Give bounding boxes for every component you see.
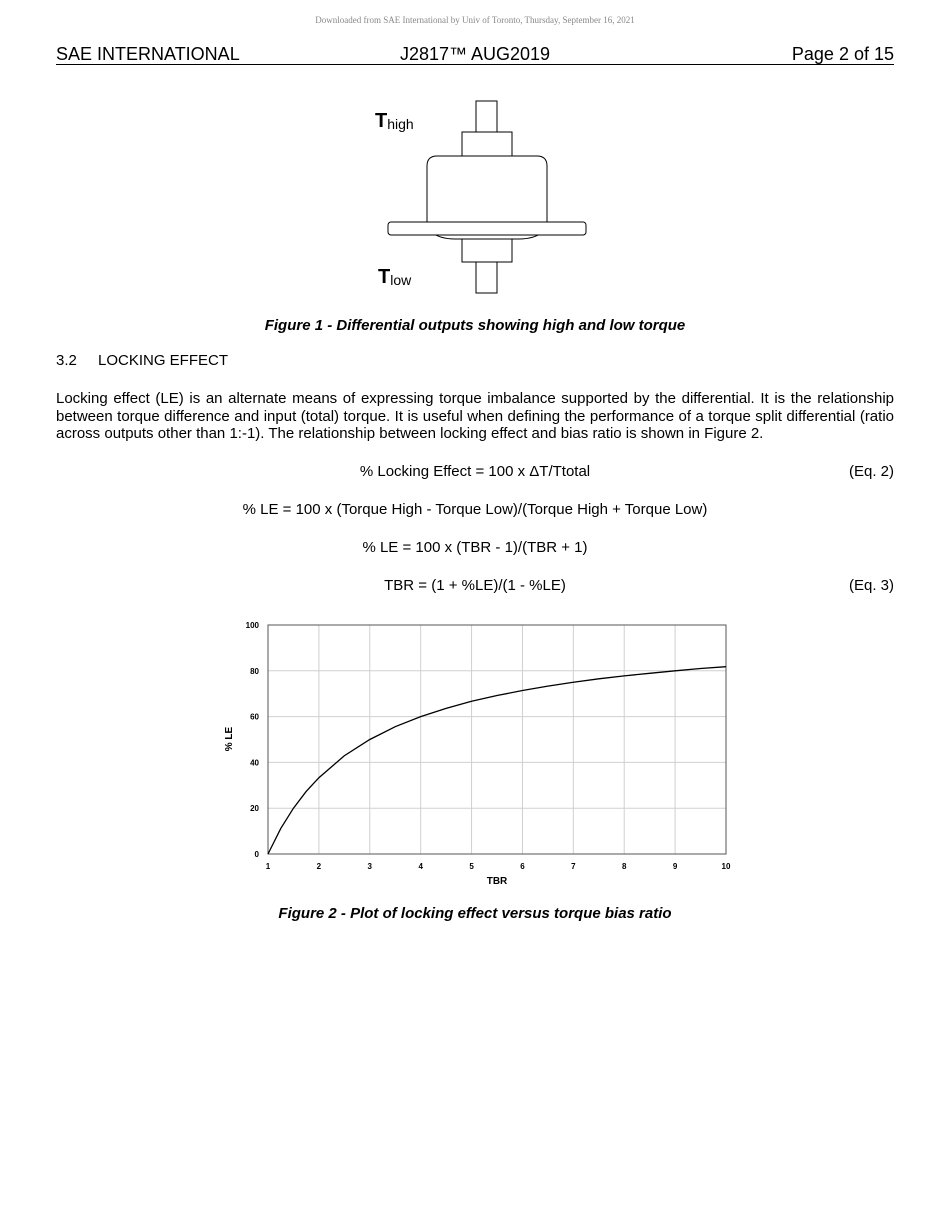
equation-le-tbr: % LE = 100 x (TBR - 1)/(TBR + 1) xyxy=(362,539,588,556)
header-document-id: J2817™ AUG2019 xyxy=(399,44,551,64)
x-tick-label: 5 xyxy=(469,862,474,871)
equation-le-torque: % LE = 100 x (Torque High - Torque Low)/(Torque High + Torque Low) xyxy=(242,501,708,518)
header-page-number: Page 2 of 15 xyxy=(791,44,894,64)
y-tick-label: 100 xyxy=(245,621,259,630)
equation-3-label: (Eq. 3) xyxy=(848,577,894,594)
t-high-label: Thigh xyxy=(375,110,414,132)
chart-grid xyxy=(268,625,726,854)
download-note: Downloaded from SAE International by Univ of Toronto, Thursday, September 16, 2021 xyxy=(315,15,635,25)
section-heading xyxy=(56,352,228,369)
x-tick-label: 2 xyxy=(316,862,322,871)
x-axis-label: TBR xyxy=(486,876,508,887)
locking-effect-chart-svg xyxy=(0,610,950,900)
x-tick-label: 7 xyxy=(571,862,576,871)
lower-hub xyxy=(462,239,512,262)
x-tick-label: 10 xyxy=(721,862,731,871)
y-tick-label: 80 xyxy=(250,666,259,676)
differential-housing xyxy=(427,156,547,224)
x-tick-label: 6 xyxy=(520,862,525,871)
upper-shaft xyxy=(476,101,497,132)
y-tick-label: 40 xyxy=(250,758,259,768)
section-title: LOCKING EFFECT xyxy=(98,352,229,369)
plot-frame xyxy=(268,625,726,854)
section-number: 3.2 xyxy=(56,352,77,369)
x-tick-label: 9 xyxy=(672,862,678,871)
y-tick-label: 20 xyxy=(250,804,259,814)
equation-3: TBR = (1 + %LE)/(1 - %LE) xyxy=(384,577,566,594)
series-line-le xyxy=(268,667,726,854)
header-organization: SAE INTERNATIONAL xyxy=(56,44,240,64)
t-low-label: Tlow xyxy=(378,266,412,288)
equation-2: % Locking Effect = 100 x ΔT/Ttotal xyxy=(359,463,591,480)
locking-effect-chart xyxy=(0,610,950,900)
differential-diagram xyxy=(0,0,950,310)
y-axis-label: % LE xyxy=(224,726,235,752)
section-paragraph: Locking effect (LE) is an alternate means of expressing torque imbalance supported by the differential. It is the relationship between torque difference and input (total) torque. It is useful when defining the performance of a torque split differential (ratio across outputs other than 1:-1). The relationship between locking effect and bias ratio is shown in Figure 2. xyxy=(56,390,894,442)
figure1-caption: Figure 1 - Differential outputs showing high and low torque xyxy=(264,317,686,334)
lower-shaft xyxy=(476,262,497,293)
differential-diagram-svg xyxy=(0,0,950,310)
upper-hub xyxy=(462,132,512,156)
x-tick-label: 8 xyxy=(621,862,627,871)
figure2-caption: Figure 2 - Plot of locking effect versus torque bias ratio xyxy=(278,905,672,922)
x-tick-label: 3 xyxy=(367,862,373,871)
y-tick-label: 60 xyxy=(250,712,259,722)
y-tick-label: 0 xyxy=(254,850,259,859)
ring-flange xyxy=(388,222,586,235)
equation-2-label: (Eq. 2) xyxy=(848,463,894,480)
x-tick-label: 4 xyxy=(418,862,423,871)
x-tick-label: 1 xyxy=(265,862,271,871)
